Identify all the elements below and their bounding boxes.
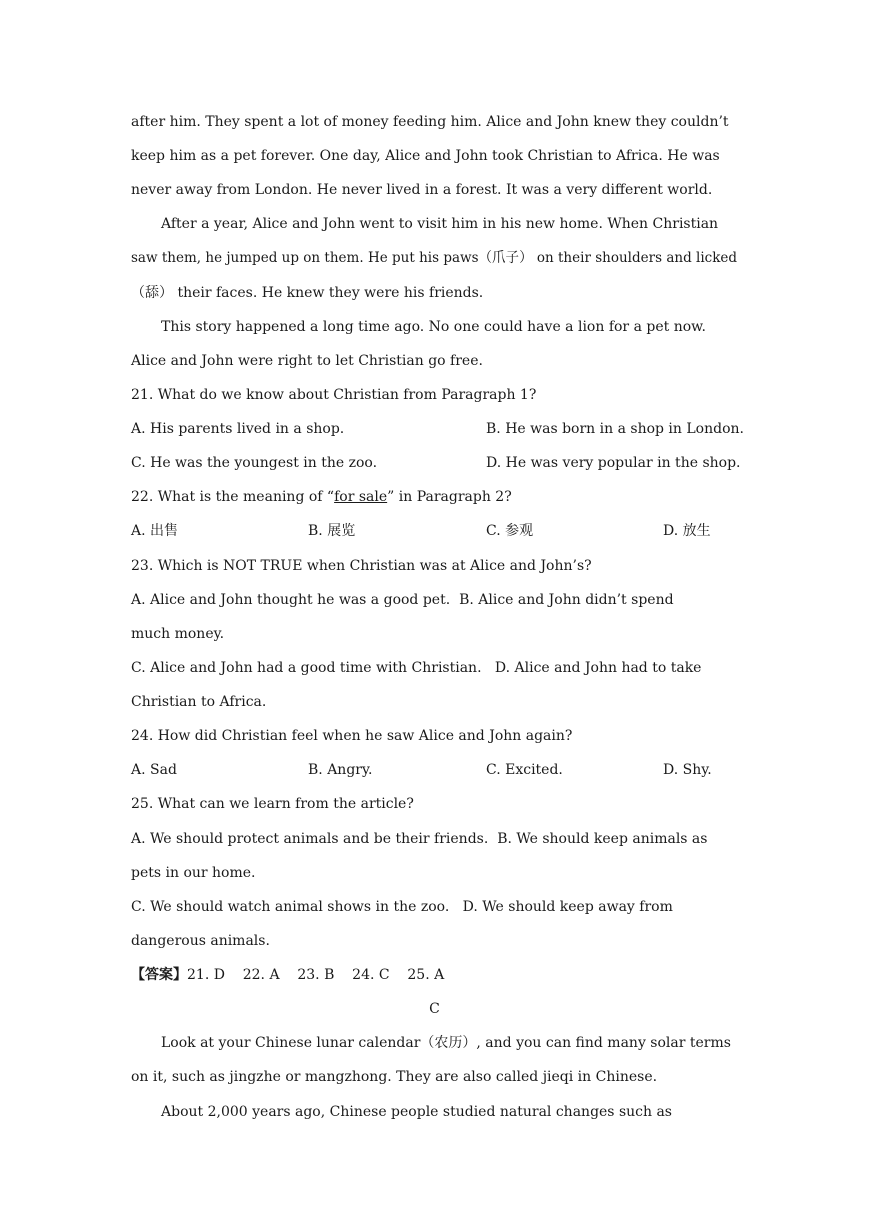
question-22-stem-post: ” in Paragraph 2?	[387, 489, 512, 505]
question-23-options-line: C. Alice and John had a good time with Christian. D. Alice and John had to take	[131, 660, 702, 676]
question-23-options-line: Christian to Africa.	[131, 694, 267, 710]
answer-key	[131, 965, 444, 985]
question-22-underlined-phrase: for sale	[334, 489, 388, 505]
question-23-options-line: A. Alice and John thought he was a good pet. B. Alice and John didn’t spend	[131, 592, 674, 608]
question-23-options-line: much money.	[131, 626, 225, 642]
passage-line: Alice and John were right to let Christian go free.	[131, 353, 483, 369]
question-23-stem: 23. Which is NOT TRUE when Christian was at Alice and John’s?	[131, 558, 592, 574]
passage-line: This story happened a long time ago. No one could have a lion for a pet now.	[161, 319, 706, 335]
question-21-option-b: B. He was born in a shop in London.	[486, 421, 744, 437]
question-22-option-c: C. 参观	[486, 523, 534, 539]
question-22-stem	[131, 487, 512, 507]
passage-line: （舔） their faces. He knew they were his friends.	[131, 285, 484, 301]
question-21-option-a: A. His parents lived in a shop.	[131, 421, 345, 437]
question-24-option-a: A. Sad	[131, 762, 177, 778]
question-25-stem: 25. What can we learn from the article?	[131, 796, 414, 812]
question-25-options-line: A. We should protect animals and be their friends. B. We should keep animals as	[131, 831, 708, 847]
question-22-option-d: D. 放生	[663, 523, 711, 539]
question-25-options-line: dangerous animals.	[131, 933, 270, 949]
question-21-option-c: C. He was the youngest in the zoo.	[131, 455, 378, 471]
question-22-option-a: A. 出售	[131, 523, 179, 539]
answer-label: 【答案】	[131, 967, 187, 983]
passage-line: Look at your Chinese lunar calendar（农历）, and you can find many solar terms	[161, 1035, 731, 1051]
passage-line: saw them, he jumped up on them. He put his paws（爪子） on their shoulders and licked	[131, 250, 738, 266]
question-25-options-line: C. We should watch animal shows in the zoo. D. We should keep away from	[131, 899, 673, 915]
question-24-option-d: D. Shy.	[663, 762, 712, 778]
answer-text: 21. D 22. A 23. B 24. C 25. A	[187, 967, 445, 983]
question-25-options-line: pets in our home.	[131, 865, 256, 881]
passage-line: About 2,000 years ago, Chinese people studied natural changes such as	[161, 1104, 672, 1120]
passage-line: After a year, Alice and John went to visit him in his new home. When Christian	[161, 216, 719, 232]
question-24-option-c: C. Excited.	[486, 762, 563, 778]
passage-line: never away from London. He never lived in a forest. It was a very different world.	[131, 182, 713, 198]
question-22-option-b: B. 展览	[308, 523, 356, 539]
question-21-stem: 21. What do we know about Christian from Paragraph 1?	[131, 387, 537, 403]
question-24-stem: 24. How did Christian feel when he saw Alice and John again?	[131, 728, 573, 744]
question-21-option-d: D. He was very popular in the shop.	[486, 455, 741, 471]
passage-line: after him. They spent a lot of money feeding him. Alice and John knew they couldn’t	[131, 114, 729, 130]
passage-line: keep him as a pet forever. One day, Alice and John took Christian to Africa. He was	[131, 148, 720, 164]
passage-heading: C	[429, 1001, 440, 1017]
passage-line: on it, such as jingzhe or mangzhong. They are also called jieqi in Chinese.	[131, 1069, 658, 1085]
question-22-stem-pre: 22. What is the meaning of “	[131, 489, 335, 505]
question-24-option-b: B. Angry.	[308, 762, 373, 778]
